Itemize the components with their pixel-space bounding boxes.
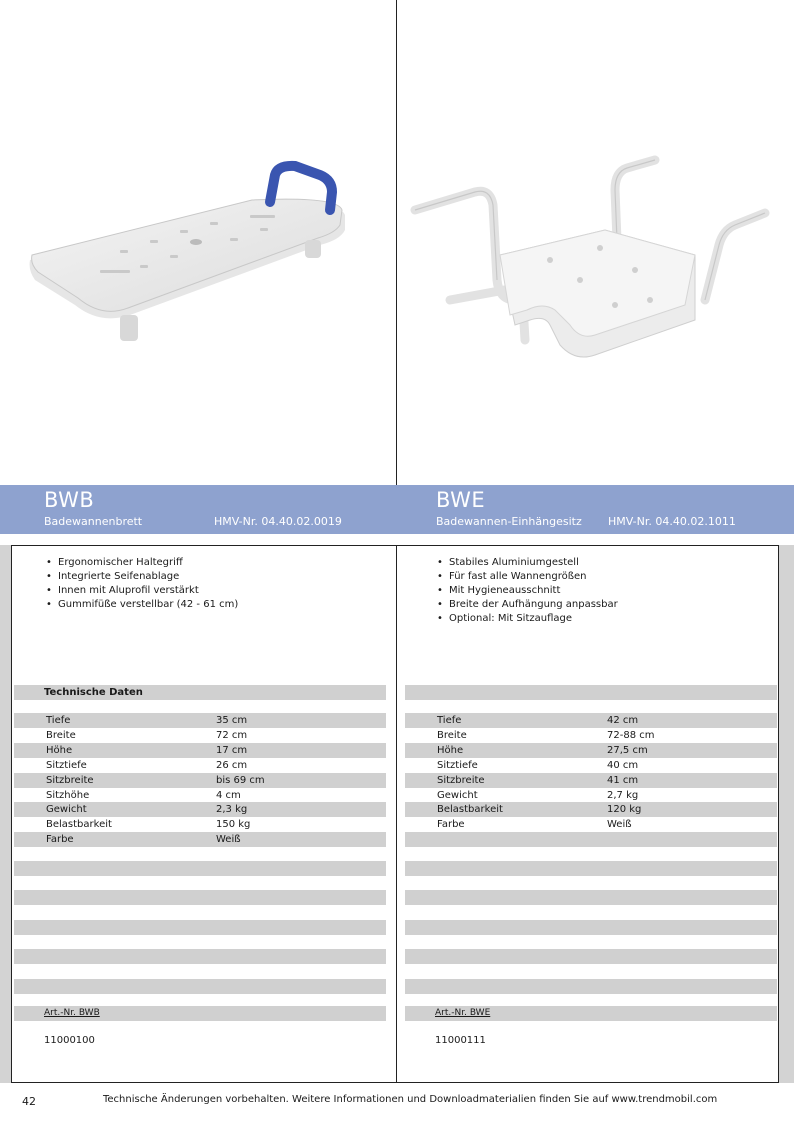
spec-value: 27,5 cm — [607, 745, 648, 756]
spec-key: Tiefe — [437, 715, 462, 726]
spec-row — [405, 773, 777, 788]
spec-row — [405, 713, 777, 728]
spec-row — [14, 773, 386, 788]
article-number-header — [405, 1006, 777, 1021]
spec-key: Sitzbreite — [46, 775, 94, 786]
spec-value: 26 cm — [216, 760, 248, 771]
tech-data-header — [405, 685, 777, 700]
spec-value: 35 cm — [216, 715, 248, 726]
spec-value: Weiß — [216, 834, 241, 845]
article-number-label: Art.-Nr. BWB — [44, 1008, 100, 1018]
spec-value: 41 cm — [607, 775, 639, 786]
spec-row-empty — [14, 890, 386, 905]
right-gutter — [779, 545, 794, 1083]
spec-value: Weiß — [607, 819, 632, 830]
spec-row-empty — [14, 920, 386, 935]
spec-row — [14, 802, 386, 817]
spec-row — [405, 728, 777, 743]
spec-key: Belastbarkeit — [437, 804, 503, 815]
article-number-header — [14, 1006, 386, 1021]
spec-key: Tiefe — [46, 715, 71, 726]
spec-row-empty — [405, 920, 777, 935]
spec-column-bwe — [405, 545, 777, 1083]
hmv-number-bwe: HMV-Nr. 04.40.02.1011 — [608, 515, 736, 528]
spec-row — [405, 817, 777, 832]
product-header-band — [0, 485, 794, 534]
feature-item: • Breite der Aufhängung anpassbar — [437, 598, 618, 612]
column-divider-bottom — [396, 545, 397, 1083]
tech-data-header — [14, 685, 386, 700]
spec-key: Sitztiefe — [437, 760, 478, 771]
spec-row-empty — [405, 832, 777, 847]
spec-value: 2,3 kg — [216, 804, 248, 815]
spec-row — [14, 743, 386, 758]
spec-value: 4 cm — [216, 790, 241, 801]
product-image-bwe — [405, 130, 780, 370]
spec-row — [14, 758, 386, 773]
spec-row-empty — [14, 861, 386, 876]
article-number: 11000100 — [44, 1035, 95, 1046]
product-name-bwb: Badewannenbrett — [44, 515, 143, 528]
spec-key: Sitzbreite — [437, 775, 485, 786]
feature-item: • Integrierte Seifenablage — [46, 570, 238, 584]
spec-value: 72-88 cm — [607, 730, 655, 741]
spec-key: Gewicht — [437, 790, 478, 801]
spec-key: Farbe — [437, 819, 465, 830]
bath-board-illustration — [20, 130, 360, 360]
spec-value: 150 kg — [216, 819, 251, 830]
spec-row-empty — [405, 979, 777, 994]
spec-row — [405, 758, 777, 773]
spec-key: Sitzhöhe — [46, 790, 90, 801]
feature-item: • Mit Hygieneausschnitt — [437, 584, 618, 598]
spec-row — [405, 743, 777, 758]
spec-key: Gewicht — [46, 804, 87, 815]
spec-row-empty — [405, 861, 777, 876]
spec-row — [405, 788, 777, 803]
spec-key: Belastbarkeit — [46, 819, 112, 830]
feature-item: • Gummifüße verstellbar (42 - 61 cm) — [46, 598, 238, 612]
feature-item: • Optional: Mit Sitzauflage — [437, 612, 618, 626]
column-divider-top — [396, 0, 397, 485]
tech-data-title: Technische Daten — [44, 687, 143, 698]
spec-row-empty — [14, 979, 386, 994]
spec-value: 17 cm — [216, 745, 248, 756]
feature-list-bwe — [437, 556, 618, 626]
feature-item: • Innen mit Aluprofil verstärkt — [46, 584, 238, 598]
product-image-bwb — [20, 130, 360, 360]
feature-item: • Für fast alle Wannengrößen — [437, 570, 618, 584]
article-number: 11000111 — [435, 1035, 486, 1046]
spec-row-empty — [405, 949, 777, 964]
spec-key: Sitztiefe — [46, 760, 87, 771]
left-gutter — [0, 545, 11, 1083]
feature-item: • Ergonomischer Haltegriff — [46, 556, 238, 570]
product-code-bwb: BWB — [44, 488, 95, 512]
spec-value: 120 kg — [607, 804, 642, 815]
product-name-bwe: Badewannen-Einhängesitz — [436, 515, 582, 528]
feature-item: • Stabiles Aluminiumgestell — [437, 556, 618, 570]
spec-row-empty — [14, 949, 386, 964]
spec-key: Breite — [46, 730, 76, 741]
spec-row — [14, 788, 386, 803]
footer-note: Technische Änderungen vorbehalten. Weitere Informationen und Downloadmaterialien finden Sie auf www.trendmobil.com — [103, 1094, 718, 1105]
spec-key: Höhe — [437, 745, 464, 756]
spec-row — [14, 728, 386, 743]
spec-row — [14, 817, 386, 832]
page-number: 42 — [22, 1095, 36, 1108]
spec-row-empty — [405, 890, 777, 905]
spec-column-bwb — [14, 545, 386, 1083]
spec-row — [405, 802, 777, 817]
product-code-bwe: BWE — [436, 488, 486, 512]
spec-key: Höhe — [46, 745, 73, 756]
article-number-label: Art.-Nr. BWE — [435, 1008, 491, 1018]
spec-value: bis 69 cm — [216, 775, 265, 786]
spec-value: 40 cm — [607, 760, 639, 771]
spec-key: Breite — [437, 730, 467, 741]
hmv-number-bwb: HMV-Nr. 04.40.02.0019 — [214, 515, 342, 528]
spec-key: Farbe — [46, 834, 74, 845]
spec-value: 42 cm — [607, 715, 639, 726]
feature-list-bwb — [46, 556, 238, 612]
spec-value: 2,7 kg — [607, 790, 639, 801]
spec-value: 72 cm — [216, 730, 248, 741]
spec-row — [14, 713, 386, 728]
bath-seat-illustration — [405, 130, 780, 370]
spec-row — [14, 832, 386, 847]
